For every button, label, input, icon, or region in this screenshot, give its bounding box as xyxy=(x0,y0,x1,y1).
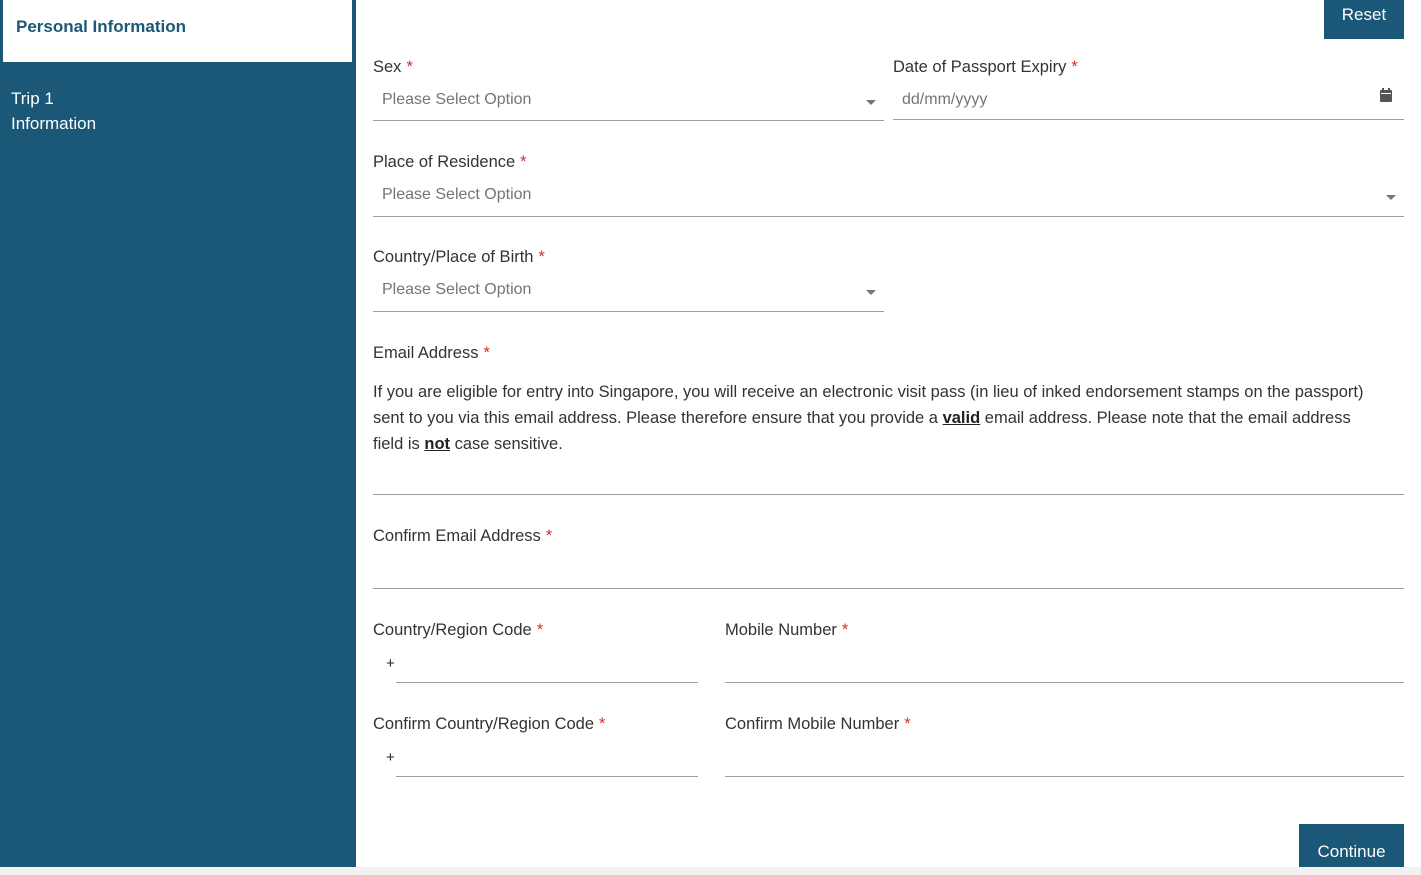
mobile-label-text: Mobile Number xyxy=(725,621,837,639)
email-label-text: Email Address xyxy=(373,344,479,362)
birth-select[interactable] xyxy=(373,274,884,312)
confirm-mobile-input[interactable] xyxy=(725,743,1404,777)
region-code-input[interactable] xyxy=(396,649,698,683)
required-marker: * xyxy=(538,248,545,266)
sex-label-text: Sex xyxy=(373,58,402,76)
caret-down-icon xyxy=(1386,195,1396,200)
confirm-email-label-text: Confirm Email Address xyxy=(373,527,541,545)
residence-select[interactable] xyxy=(373,179,1404,217)
residence-label-text: Place of Residence xyxy=(373,153,516,171)
mobile-label xyxy=(725,621,848,640)
caret-down-icon xyxy=(866,290,876,295)
confirm-region-code-label xyxy=(373,715,605,734)
required-marker: * xyxy=(545,527,553,545)
passport-expiry-placeholder: dd/mm/yyyy xyxy=(902,91,988,108)
required-marker: * xyxy=(483,344,490,362)
sex-select-placeholder: Please Select Option xyxy=(382,91,532,108)
region-code-label-text: Country/Region Code xyxy=(373,621,532,639)
required-marker: * xyxy=(904,715,911,733)
email-description xyxy=(373,379,1383,457)
sidebar xyxy=(0,0,356,867)
birth-label-text: Country/Place of Birth xyxy=(373,248,534,266)
email-label xyxy=(373,344,490,363)
confirm-email-input[interactable] xyxy=(373,555,1404,589)
sidebar-item-label: Information xyxy=(11,114,97,133)
birth-select-placeholder: Please Select Option xyxy=(382,281,532,298)
reset-button[interactable]: Reset xyxy=(1324,0,1404,39)
passport-expiry-label xyxy=(893,58,1078,77)
sidebar-item-label: Personal Information xyxy=(16,17,187,36)
email-description-text: case sensitive. xyxy=(450,435,563,453)
required-marker: * xyxy=(520,153,527,171)
confirm-region-code-label-text: Confirm Country/Region Code xyxy=(373,715,595,733)
required-marker: * xyxy=(599,715,606,733)
email-description-text: email address. Please note that the email address field is xyxy=(373,409,1351,453)
confirm-email-label xyxy=(373,527,552,546)
confirm-mobile-label-text: Confirm Mobile Number xyxy=(725,715,900,733)
sidebar-item-label: Trip 1 xyxy=(11,89,54,108)
sidebar-item-personal-information[interactable] xyxy=(3,0,352,62)
sex-label xyxy=(373,58,413,77)
confirm-region-code-input[interactable] xyxy=(396,743,698,777)
region-code-label xyxy=(373,621,543,640)
birth-label xyxy=(373,248,545,267)
sex-select[interactable] xyxy=(373,84,884,121)
required-marker: * xyxy=(406,58,413,76)
residence-label xyxy=(373,153,527,172)
residence-select-placeholder: Please Select Option xyxy=(382,186,532,203)
sidebar-item-trip-1[interactable] xyxy=(11,86,131,136)
passport-expiry-label-text: Date of Passport Expiry xyxy=(893,58,1067,76)
page-bottom-edge xyxy=(0,867,1421,875)
email-description-emphasis: valid xyxy=(942,409,981,427)
required-marker: * xyxy=(1071,58,1078,76)
plus-prefix: + xyxy=(386,655,395,672)
required-marker: * xyxy=(841,621,849,639)
caret-down-icon xyxy=(866,100,876,105)
passport-expiry-input[interactable] xyxy=(893,84,1404,120)
email-description-emphasis: not xyxy=(424,435,451,453)
confirm-mobile-label xyxy=(725,715,911,734)
mobile-input[interactable] xyxy=(725,649,1404,683)
required-marker: * xyxy=(536,621,544,639)
plus-prefix: + xyxy=(386,749,395,766)
email-description-text: If you are eligible for entry into Singapore, you will receive an electronic visit pass (in lieu of inked endorsement stamps on the passport) sent to you via this email address. Please therefore ensure that you provide a xyxy=(373,383,1364,427)
email-input[interactable] xyxy=(373,461,1404,495)
continue-button[interactable]: Continue xyxy=(1299,824,1404,870)
calendar-icon[interactable] xyxy=(1380,88,1392,102)
